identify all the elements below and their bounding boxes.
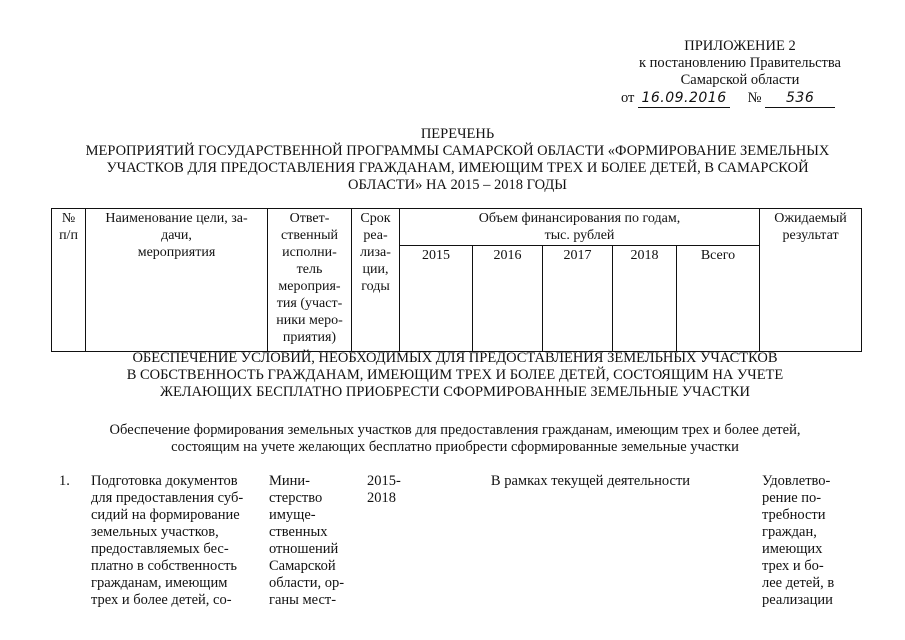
- handwritten-number: 536: [765, 90, 835, 108]
- header-cell-term: Срок реа- лиза- ции, годы: [352, 209, 400, 352]
- header-cell-responsible: Ответ- ственный исполни- тель мероприя- тия (участ- ники меро- приятия): [268, 209, 352, 352]
- title-line-3: УЧАСТКОВ ДЛЯ ПРЕДОСТАВЛЕНИЯ ГРАЖДАНАМ, ИМЕЮЩИМ ТРЕХ И БОЛЕЕ ДЕТЕЙ, В САМАРСКОЙ: [106, 160, 809, 176]
- row1-number: 1.: [59, 473, 70, 489]
- header-total: Всего: [677, 246, 760, 352]
- header-year-2018: 2018: [613, 246, 677, 352]
- header-year-2017: 2017: [543, 246, 613, 352]
- row1-term: 2015- 2018: [367, 473, 401, 506]
- row1-result: Удовлетво- рение по- требности граждан, имеющих трех и бо- лее детей, в реализации: [762, 473, 835, 608]
- header-line-2: к постановлению Правительства: [639, 55, 841, 71]
- title-line-1: ПЕРЕЧЕНЬ: [420, 126, 495, 142]
- header-cell-funding: Объем финансирования по годам, тыс. рублей: [400, 209, 760, 246]
- handwritten-date: 16.09.2016: [638, 90, 730, 108]
- header-year-2016: 2016: [473, 246, 543, 352]
- header-cell-result: Ожидаемый результат: [760, 209, 862, 352]
- title-line-4: ОБЛАСТИ» НА 2015 – 2018 ГОДЫ: [348, 177, 567, 193]
- appendix-label: ПРИЛОЖЕНИЕ 2: [684, 38, 796, 54]
- number-label: №: [747, 90, 762, 106]
- row1-funding: В рамках текущей деятельности: [490, 473, 691, 489]
- title-line-2: МЕРОПРИЯТИЙ ГОСУДАРСТВЕННОЙ ПРОГРАММЫ САМАРСКОЙ ОБЛАСТИ «ФОРМИРОВАНИЕ ЗЕМЕЛЬНЫХ: [85, 143, 830, 159]
- date-number-line: [621, 90, 861, 108]
- document-header: [600, 38, 880, 89]
- document-title: [30, 126, 885, 194]
- measures-table-header: [51, 208, 862, 352]
- section-subheading: Обеспечение формирования земельных участков для предоставления гражданам, имеющим трех и более детей, состоящим на учете желающих бесплатно приобрести сформированные земельные участки: [109, 422, 801, 455]
- header-line-3: Самарской области: [680, 72, 800, 88]
- row1-name: Подготовка документов для предоставления суб- сидий на формирование земельных участков, предоставляемых бес- платно в собственность гражданам, имеющим трех и более детей, со-: [91, 473, 244, 608]
- row1-responsible: Мини- стерство имуще- ственных отношений Самарской области, ор- ганы мест-: [269, 473, 345, 608]
- date-prefix: от: [621, 90, 635, 106]
- header-cell-number: № п/п: [52, 209, 86, 352]
- header-cell-name: Наименование цели, за- дачи, мероприятия: [86, 209, 268, 352]
- section-heading: ОБЕСПЕЧЕНИЕ УСЛОВИЙ, НЕОБХОДИМЫХ ДЛЯ ПРЕДОСТАВЛЕНИЯ ЗЕМЕЛЬНЫХ УЧАСТКОВ В СОБСТВЕННОСТЬ ГРАЖДАНАМ, ИМЕЮЩИМ ТРЕХ И БОЛЕЕ ДЕТЕЙ, СОСТОЯЩИМ НА УЧЕТЕ ЖЕЛАЮЩИХ БЕСПЛАТНО ПРИОБРЕСТИ СФОРМИРОВАННЫЕ ЗЕМЕЛЬНЫЕ УЧАСТКИ: [126, 350, 784, 400]
- header-year-2015: 2015: [400, 246, 473, 352]
